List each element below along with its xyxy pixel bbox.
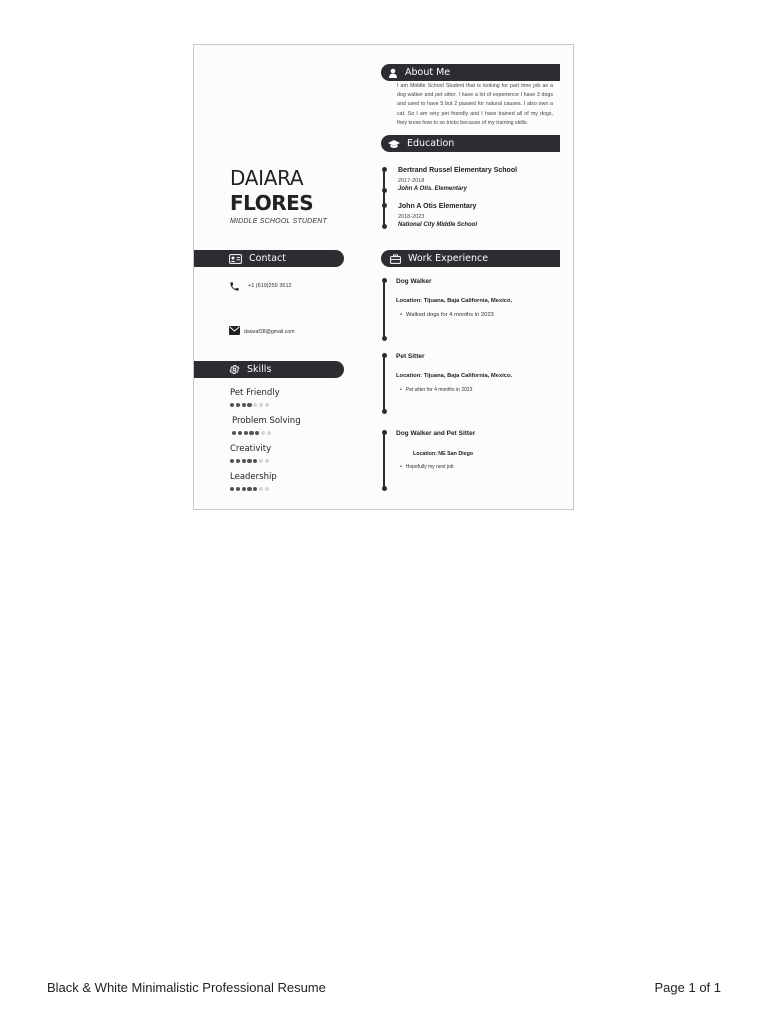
name-first: DAIARA (230, 166, 304, 190)
education-2-years: 2018-2023 (398, 214, 425, 220)
work-experience-title: Work Experience (408, 253, 489, 264)
education-timeline (383, 170, 385, 227)
skill-dot (267, 431, 271, 435)
work-3-bullet-text: Hopefully my next job (405, 464, 454, 470)
work-1-location: Location: Tijuana, Baja California, Mexico. (396, 298, 513, 304)
skill-dot (230, 403, 234, 407)
work-2-location: Location: Tijuana, Baja California, Mexico. (396, 373, 513, 379)
work-2-title: Pet Sitter (396, 353, 425, 360)
skill-rating (230, 487, 269, 491)
gear-icon (229, 364, 240, 375)
skill-dot (253, 459, 257, 463)
skill-dot (244, 431, 248, 435)
skill-dot (255, 431, 259, 435)
skills-header (194, 361, 344, 378)
education-title: Education (407, 138, 455, 149)
skill-label: Leadership (230, 472, 277, 482)
timeline-dot (382, 353, 387, 358)
education-1-title: Bertrand Russel Elementary School (398, 167, 518, 174)
contact-header (194, 250, 344, 267)
skill-dot (249, 431, 253, 435)
about-me-text: I am Middle School Student that is looking for part time job as a dog walker and pet sitter. I have a lot of experience I have 3 dogs and used to have 5 but 2 passed for natural causes. I also own a cat. So I am very pet friendly and I have trained all of my dogs, they know how to so tricks because of my training skills. (397, 83, 553, 126)
skill-label: Pet Friendly (230, 388, 280, 398)
timeline-dot (382, 188, 387, 193)
skill-dot (242, 487, 246, 491)
timeline-dot (382, 167, 387, 172)
skill-dot (261, 431, 265, 435)
email-icon (229, 326, 240, 335)
skill-dot (259, 459, 263, 463)
education-2-title: John A Otis Elementary (398, 203, 477, 210)
skill-dot (265, 459, 269, 463)
timeline-dot (382, 486, 387, 491)
skill-dot (238, 431, 242, 435)
work-1-bullet: • Walked dogs for 4 months in 2023 (400, 312, 494, 318)
work-2-bullet: • Pet sitter for 4 months in 2023 (400, 387, 473, 393)
education-1-years: 2017-2018 (398, 178, 425, 184)
skill-dot (236, 487, 240, 491)
skill-dot (247, 459, 251, 463)
about-me-header (381, 64, 560, 81)
skill-label: Creativity (230, 444, 272, 454)
skill-dot (236, 403, 240, 407)
skill-dot (265, 487, 269, 491)
timeline-dot (382, 430, 387, 435)
graduation-cap-icon (388, 139, 400, 149)
work-1-bullet-text: Walked dogs for 4 months in 2023 (406, 312, 494, 318)
skill-dot (242, 459, 246, 463)
education-header (381, 135, 560, 152)
contact-title: Contact (249, 253, 286, 264)
document-title: Black & White Minimalistic Professional Resume (47, 980, 326, 995)
work-timeline (383, 356, 385, 412)
skill-dot (230, 459, 234, 463)
resume-page (193, 44, 574, 510)
skill-dot (253, 487, 257, 491)
skill-rating (232, 431, 271, 435)
email-address: daiaraf28@gmail.com (244, 329, 295, 335)
skill-dot (236, 459, 240, 463)
skills-title: Skills (247, 364, 272, 375)
work-2-bullet-text: Pet sitter for 4 months in 2023 (405, 387, 473, 393)
work-timeline (383, 433, 385, 489)
timeline-dot (382, 203, 387, 208)
skill-dot (247, 403, 251, 407)
skill-dot (259, 403, 263, 407)
skill-dot (247, 487, 251, 491)
skill-dot (232, 431, 236, 435)
timeline-dot (382, 336, 387, 341)
work-3-title: Dog Walker and Pet Sitter (396, 430, 476, 437)
briefcase-icon (390, 254, 401, 264)
timeline-dot (382, 224, 387, 229)
phone-icon (229, 281, 240, 292)
user-icon (388, 68, 398, 78)
skill-dot (259, 487, 263, 491)
timeline-dot (382, 409, 387, 414)
contact-card-icon (229, 254, 242, 264)
name-last: FLORES (230, 191, 314, 215)
skill-dot (265, 403, 269, 407)
page-indicator: Page 1 of 1 (654, 980, 721, 995)
skill-dot (253, 403, 257, 407)
skill-dot (230, 487, 234, 491)
timeline-dot (382, 278, 387, 283)
skill-rating (230, 403, 269, 407)
skill-label: Problem Solving (232, 416, 301, 426)
skill-dot (242, 403, 246, 407)
about-me-title: About Me (405, 67, 451, 78)
skill-rating (230, 459, 269, 463)
work-1-title: Dog Walker (396, 278, 432, 285)
education-1-sub: John A Otis. Elementary (398, 186, 467, 192)
work-3-bullet: • Hopefully my next job (400, 464, 454, 470)
work-experience-header (381, 250, 560, 267)
work-3-location: Location: NE San Diego (413, 451, 474, 457)
work-timeline (383, 281, 385, 339)
education-2-sub: National City Middle School (398, 222, 478, 228)
phone-number: +1 (619)259 3612 (248, 283, 292, 289)
subtitle: MIDDLE SCHOOL STUDENT (230, 218, 328, 225)
